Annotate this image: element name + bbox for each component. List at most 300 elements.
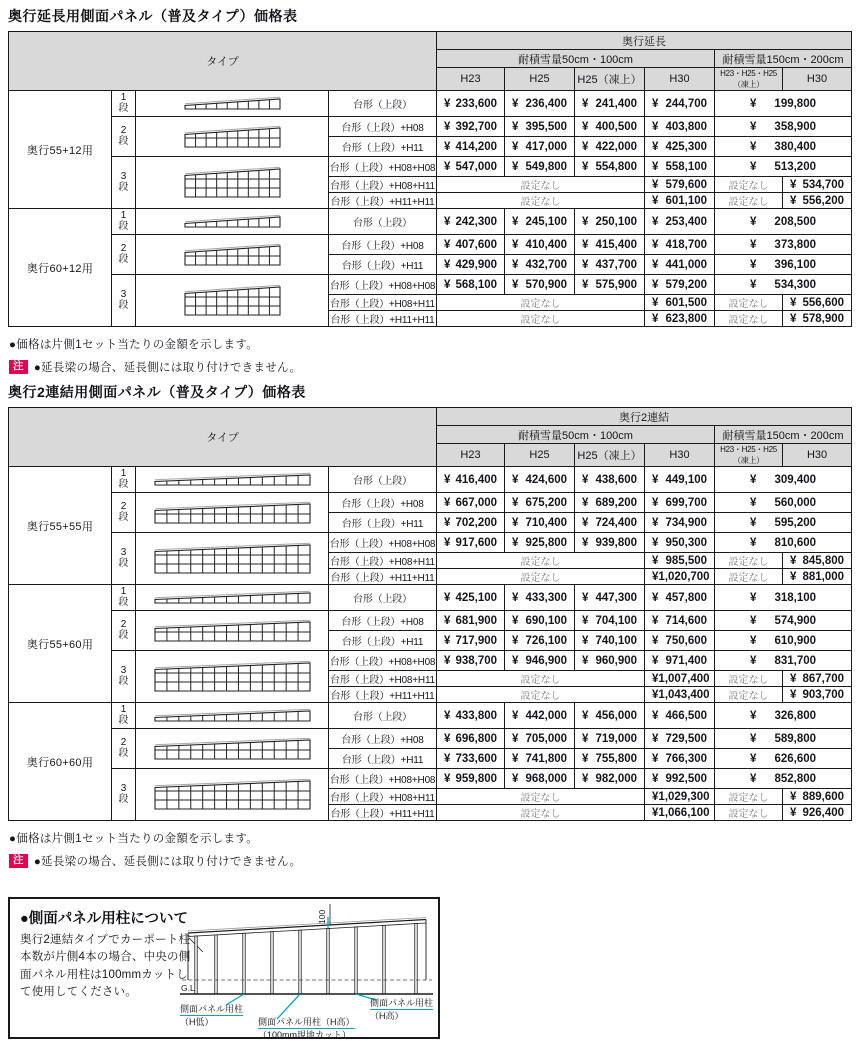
price-value: 425,300	[665, 140, 708, 153]
panel-config-label: 台形（上段）+H08+H08	[329, 275, 437, 295]
panel-config-label: 台形（上段）+H08+H11	[329, 789, 437, 805]
table-row	[9, 703, 852, 729]
price-value: 714,600	[665, 614, 708, 627]
panel-drawing-cell	[136, 275, 329, 327]
price-cell	[783, 553, 852, 569]
yen-symbol: ¥	[512, 536, 519, 549]
price-value: 946,900	[525, 654, 568, 667]
price-value: 726,100	[525, 634, 568, 647]
tier-count-cell: 2 段	[112, 729, 136, 769]
price-value: 938,700	[455, 654, 498, 667]
post-right	[415, 924, 417, 994]
price-cell	[645, 671, 715, 687]
yen-symbol: ¥	[652, 554, 659, 567]
price-value: 626,600	[774, 752, 817, 765]
price-cell	[437, 585, 505, 611]
price-cell	[437, 729, 505, 749]
price-value: 433,800	[455, 709, 498, 722]
yen-symbol: ¥	[512, 654, 519, 667]
price-cell	[645, 631, 715, 651]
price-cell	[505, 513, 575, 533]
yen-symbol: ¥	[652, 536, 659, 549]
price-cell	[645, 193, 715, 209]
table1-notes	[9, 336, 859, 375]
price-cell	[437, 769, 505, 789]
price-value: 244,700	[665, 97, 708, 110]
price-value: 710,400	[525, 516, 568, 529]
yen-symbol: ¥	[790, 790, 797, 803]
not-available-cell: 設定なし	[715, 789, 783, 805]
yen-symbol: ¥	[444, 473, 451, 486]
price-value: 208,500	[774, 215, 816, 228]
yen-symbol: ¥	[652, 516, 659, 529]
price-cell	[645, 749, 715, 769]
table-row	[9, 275, 852, 295]
price-value: 740,100	[595, 634, 638, 647]
label-post-mid-line1: 側面パネル用柱（H高）	[258, 1016, 355, 1029]
price-value: 422,000	[595, 140, 638, 153]
price-cell	[505, 493, 575, 513]
height-col-header: H30	[645, 68, 715, 91]
price-value: 241,400	[595, 97, 638, 110]
price-value: 1,020,700	[658, 570, 710, 583]
note-badge: 注	[9, 360, 28, 375]
yen-symbol: ¥	[444, 732, 451, 745]
yen-symbol: ¥	[444, 160, 451, 173]
side-panel-post-infobox	[8, 897, 440, 1039]
yen-symbol: ¥	[582, 732, 589, 745]
yen-symbol: ¥	[444, 772, 451, 785]
price-value: 326,800	[774, 709, 817, 722]
snow-load-header-150-200: 耐積雪量150cm・200cm	[715, 426, 852, 444]
price-value: 595,200	[774, 516, 817, 529]
yen-symbol: ¥	[750, 614, 757, 627]
yen-symbol: ¥	[582, 97, 589, 110]
price-value: 417,000	[525, 140, 568, 153]
yen-symbol: ¥	[750, 732, 757, 745]
table2-notes	[9, 830, 859, 869]
yen-symbol: ¥	[512, 258, 519, 271]
post	[271, 932, 273, 994]
yen-symbol: ¥	[444, 591, 451, 604]
height-col-header: H25（凍上）	[575, 68, 645, 91]
price-value: 733,600	[455, 752, 498, 765]
price-value: 547,000	[455, 160, 498, 173]
price-cell	[437, 157, 505, 177]
price-value: 959,800	[455, 772, 498, 785]
panel-config-label: 台形（上段）	[329, 91, 437, 117]
price-cell	[645, 275, 715, 295]
yen-symbol: ¥	[444, 752, 451, 765]
price-cell	[645, 513, 715, 533]
not-available-cell: 設定なし	[715, 311, 783, 327]
tier-count-cell: 1 段	[112, 209, 136, 235]
price-cell	[437, 611, 505, 631]
height-col-header: H23	[437, 68, 505, 91]
not-available-cell: 設定なし	[437, 789, 645, 805]
yen-symbol: ¥	[582, 496, 589, 509]
yen-symbol: ¥	[790, 688, 797, 701]
price-value: 889,600	[802, 790, 845, 803]
price-value: 702,200	[455, 516, 498, 529]
table2-body	[9, 467, 852, 821]
price-value: 579,600	[665, 178, 708, 191]
panel-drawing-cell	[136, 611, 329, 651]
price-cell	[715, 235, 852, 255]
price-value: 466,500	[665, 709, 708, 722]
height-col-header: H23	[437, 444, 505, 467]
panel-config-label: 台形（上段）+H08+H11	[329, 671, 437, 687]
yen-symbol: ¥	[750, 238, 757, 251]
price-cell	[437, 209, 505, 235]
price-cell	[645, 209, 715, 235]
price-cell	[715, 631, 852, 651]
price-cell	[575, 651, 645, 671]
depth-type-cell: 奥行55+12用	[9, 91, 112, 209]
span-header: 奥行2連結	[437, 408, 852, 426]
type-header: タイプ	[9, 32, 437, 91]
panel-config-label: 台形（上段）+H08	[329, 493, 437, 513]
panel-config-label: 台形（上段）	[329, 467, 437, 493]
post-center	[299, 930, 301, 994]
price-value: 253,400	[665, 215, 708, 228]
tier-count-cell: 1 段	[112, 91, 136, 117]
tier-count-cell: 3 段	[112, 769, 136, 821]
panel-config-label: 台形（上段）+H08	[329, 611, 437, 631]
price-cell	[645, 137, 715, 157]
price-cell	[715, 209, 852, 235]
price-cell	[437, 651, 505, 671]
price-cell	[645, 295, 715, 311]
post	[327, 929, 329, 994]
yen-symbol: ¥	[750, 709, 757, 722]
yen-symbol: ¥	[652, 732, 659, 745]
yen-symbol: ¥	[750, 160, 757, 173]
price-value: 416,400	[455, 473, 498, 486]
label-post-mid-line2: （100mm現地カット）	[258, 1030, 351, 1041]
panel-shape-3dan	[183, 284, 282, 317]
price-cell	[783, 311, 852, 327]
price-cell	[645, 611, 715, 631]
yen-symbol: ¥	[652, 312, 659, 325]
price-value: 441,000	[665, 258, 708, 271]
price-value: 570,900	[525, 278, 568, 291]
price-value: 233,600	[455, 97, 498, 110]
price-value: 623,800	[665, 312, 708, 325]
price-value: 724,400	[595, 516, 638, 529]
yen-symbol: ¥	[790, 194, 797, 207]
yen-symbol: ¥	[582, 120, 589, 133]
price-value: 690,100	[525, 614, 568, 627]
price-cell	[715, 137, 852, 157]
price-cell	[645, 157, 715, 177]
price-cell	[645, 569, 715, 585]
price-value: 574,900	[774, 614, 817, 627]
panel-config-label: 台形（上段）+H08	[329, 235, 437, 255]
yen-symbol: ¥	[444, 215, 451, 228]
yen-symbol: ¥	[652, 278, 659, 291]
yen-symbol: ¥	[582, 473, 589, 486]
snow-load-header-50-100: 耐積雪量50cm・100cm	[437, 426, 715, 444]
not-available-cell: 設定なし	[715, 805, 783, 821]
price-cell	[505, 255, 575, 275]
snow-load-header-50-100: 耐積雪量50cm・100cm	[437, 50, 715, 68]
yen-symbol: ¥	[652, 496, 659, 509]
price-cell	[783, 805, 852, 821]
yen-symbol: ¥	[444, 278, 451, 291]
price-cell	[437, 493, 505, 513]
price-cell	[575, 611, 645, 631]
price-cell	[645, 467, 715, 493]
price-cell	[575, 769, 645, 789]
yen-symbol: ¥	[652, 806, 659, 819]
height-col-header: H23・H25・H25（凍上）	[715, 444, 783, 467]
price-value: 717,900	[455, 634, 498, 647]
label-post-mid	[258, 1016, 355, 1041]
panel-config-label: 台形（上段）	[329, 209, 437, 235]
yen-symbol: ¥	[512, 634, 519, 647]
price-value: 985,500	[665, 554, 708, 567]
panel-config-label: 台形（上段）+H08	[329, 117, 437, 137]
note-badge: 注	[9, 854, 28, 869]
panel-config-label: 台形（上段）+H08+H11	[329, 553, 437, 569]
panel-config-label: 台形（上段）+H08+H08	[329, 157, 437, 177]
price-cell	[715, 703, 852, 729]
price-value: 556,200	[802, 194, 845, 207]
table1-body	[9, 91, 852, 327]
price-cell	[783, 789, 852, 805]
yen-symbol: ¥	[582, 536, 589, 549]
price-cell	[715, 651, 852, 671]
panel-shape-2dan	[153, 501, 312, 525]
price-value: 867,700	[802, 672, 845, 685]
price-value: 589,800	[774, 732, 817, 745]
price-value: 971,400	[665, 654, 708, 667]
yen-symbol: ¥	[444, 634, 451, 647]
panel-shape-1dan	[153, 472, 312, 487]
price-value: 610,900	[774, 634, 817, 647]
yen-symbol: ¥	[444, 97, 451, 110]
yen-symbol: ¥	[444, 496, 451, 509]
price-value: 432,700	[525, 258, 568, 271]
not-available-cell: 設定なし	[437, 687, 645, 703]
price-cell	[505, 209, 575, 235]
table-row	[9, 209, 852, 235]
span-header: 奥行延長	[437, 32, 852, 50]
yen-symbol: ¥	[652, 258, 659, 271]
table-row	[9, 769, 852, 789]
height-col-header: H25	[505, 444, 575, 467]
price-value: 250,100	[595, 215, 638, 228]
yen-symbol: ¥	[512, 97, 519, 110]
yen-symbol: ¥	[444, 536, 451, 549]
price-cell	[505, 749, 575, 769]
price-value: 741,800	[525, 752, 568, 765]
price-value: 852,800	[774, 772, 817, 785]
price-value: 403,800	[665, 120, 708, 133]
yen-symbol: ¥	[652, 688, 659, 701]
price-value: 704,100	[595, 614, 638, 627]
panel-config-label: 台形（上段）+H11+H11	[329, 805, 437, 821]
price-value: 558,100	[665, 160, 708, 173]
price-value: 554,800	[595, 160, 638, 173]
price-cell	[575, 117, 645, 137]
price-value: 675,200	[525, 496, 568, 509]
panel-drawing-cell	[136, 235, 329, 275]
not-available-cell: 設定なし	[715, 177, 783, 193]
not-available-cell: 設定なし	[437, 569, 645, 585]
infobox-body: 奥行2連結タイプでカーポート柱本数が片側4本の場合、中央の側面パネル用柱は100mmカットして使用してください。	[20, 934, 191, 999]
yen-symbol: ¥	[444, 516, 451, 529]
table-row	[9, 91, 852, 117]
price-cell	[575, 467, 645, 493]
tier-count-cell: 2 段	[112, 493, 136, 533]
yen-symbol: ¥	[512, 278, 519, 291]
panel-shape-1dan	[183, 96, 282, 111]
price-cell	[645, 585, 715, 611]
price-value: 705,000	[525, 732, 568, 745]
yen-symbol: ¥	[512, 120, 519, 133]
price-value: 755,800	[595, 752, 638, 765]
price-value: 556,600	[802, 296, 845, 309]
price-cell	[715, 533, 852, 553]
yen-symbol: ¥	[750, 516, 757, 529]
yen-symbol: ¥	[582, 278, 589, 291]
price-value: 242,300	[455, 215, 498, 228]
price-value: 831,700	[774, 654, 817, 667]
yen-symbol: ¥	[582, 752, 589, 765]
snow-load-header-150-200: 耐積雪量150cm・200cm	[715, 50, 852, 68]
panel-shape-2dan	[153, 737, 312, 761]
table-row	[9, 157, 852, 177]
price-value: 568,100	[455, 278, 498, 291]
yen-symbol: ¥	[582, 654, 589, 667]
label-post-high	[370, 997, 433, 1022]
price-value: 414,200	[455, 140, 498, 153]
price-cell	[645, 533, 715, 553]
yen-symbol: ¥	[652, 97, 659, 110]
price-cell	[715, 611, 852, 631]
table2-head	[9, 408, 852, 467]
dim-100-label: 100	[317, 909, 327, 924]
depth-type-cell: 奥行55+60用	[9, 585, 112, 703]
table-row	[9, 493, 852, 513]
yen-symbol: ¥	[582, 772, 589, 785]
table2-title: 奥行2連結用側面パネル（普及タイプ）価格表	[8, 384, 306, 400]
price-cell	[645, 235, 715, 255]
price-value: 681,900	[455, 614, 498, 627]
price-cell	[505, 157, 575, 177]
yen-symbol: ¥	[790, 554, 797, 567]
price-cell	[437, 467, 505, 493]
yen-symbol: ¥	[790, 178, 797, 191]
price-cell	[645, 117, 715, 137]
price-cell	[645, 687, 715, 703]
table-row	[9, 467, 852, 493]
yen-symbol: ¥	[750, 654, 757, 667]
panel-drawing-cell	[136, 493, 329, 533]
not-available-cell: 設定なし	[715, 193, 783, 209]
panel-config-label: 台形（上段）	[329, 703, 437, 729]
price-cell	[505, 651, 575, 671]
price-cell	[645, 805, 715, 821]
attach-note	[9, 359, 859, 375]
price-cell	[505, 769, 575, 789]
table-row	[9, 611, 852, 631]
price-value: 447,300	[595, 591, 638, 604]
yen-symbol: ¥	[750, 473, 757, 486]
price-cell	[575, 703, 645, 729]
price-cell	[783, 569, 852, 585]
yen-symbol: ¥	[444, 120, 451, 133]
yen-symbol: ¥	[652, 634, 659, 647]
price-cell	[645, 255, 715, 275]
yen-symbol: ¥	[512, 473, 519, 486]
price-value: 407,600	[455, 238, 498, 251]
yen-symbol: ¥	[512, 772, 519, 785]
yen-symbol: ¥	[652, 160, 659, 173]
panel-drawing-cell	[136, 91, 329, 117]
price-cell	[575, 91, 645, 117]
label-post-low	[180, 1003, 243, 1028]
table-row	[9, 651, 852, 671]
not-available-cell: 設定なし	[715, 687, 783, 703]
yen-symbol: ¥	[652, 709, 659, 722]
price-cell	[645, 553, 715, 569]
price-cell	[783, 295, 852, 311]
price-value: 766,300	[665, 752, 708, 765]
price-value: 415,400	[595, 238, 638, 251]
price-cell	[505, 91, 575, 117]
panel-config-label: 台形（上段）+H11	[329, 513, 437, 533]
price-cell	[715, 117, 852, 137]
table1-head	[9, 32, 852, 91]
panel-shape-3dan	[153, 542, 312, 575]
yen-symbol: ¥	[790, 672, 797, 685]
price-cell	[575, 513, 645, 533]
not-available-cell: 設定なし	[437, 805, 645, 821]
price-value: 425,100	[455, 591, 498, 604]
yen-symbol: ¥	[652, 591, 659, 604]
price-cell	[715, 255, 852, 275]
yen-symbol: ¥	[444, 238, 451, 251]
yen-symbol: ¥	[652, 238, 659, 251]
price-cell	[575, 275, 645, 295]
price-value: 358,900	[774, 120, 816, 133]
price-value: 719,000	[595, 732, 638, 745]
attach-note-text: ●延長梁の場合、延長側には取り付けできません。	[33, 362, 302, 374]
panel-config-label: 台形（上段）+H11	[329, 631, 437, 651]
panel-drawing-cell	[136, 117, 329, 157]
post	[215, 935, 217, 994]
not-available-cell: 設定なし	[437, 311, 645, 327]
price-cell	[437, 631, 505, 651]
price-value: 845,800	[802, 554, 845, 567]
yen-symbol: ¥	[652, 178, 659, 191]
tier-count-cell: 2 段	[112, 117, 136, 157]
price-value: 442,000	[525, 709, 568, 722]
tier-count-cell: 1 段	[112, 585, 136, 611]
yen-symbol: ¥	[750, 97, 757, 110]
depth-type-cell: 奥行55+55用	[9, 467, 112, 585]
yen-symbol: ¥	[652, 654, 659, 667]
yen-symbol: ¥	[582, 591, 589, 604]
price-value: 449,100	[665, 473, 708, 486]
panel-config-label: 台形（上段）+H08+H08	[329, 651, 437, 671]
panel-drawing-cell	[136, 157, 329, 209]
yen-symbol: ¥	[750, 772, 757, 785]
post	[355, 927, 357, 994]
